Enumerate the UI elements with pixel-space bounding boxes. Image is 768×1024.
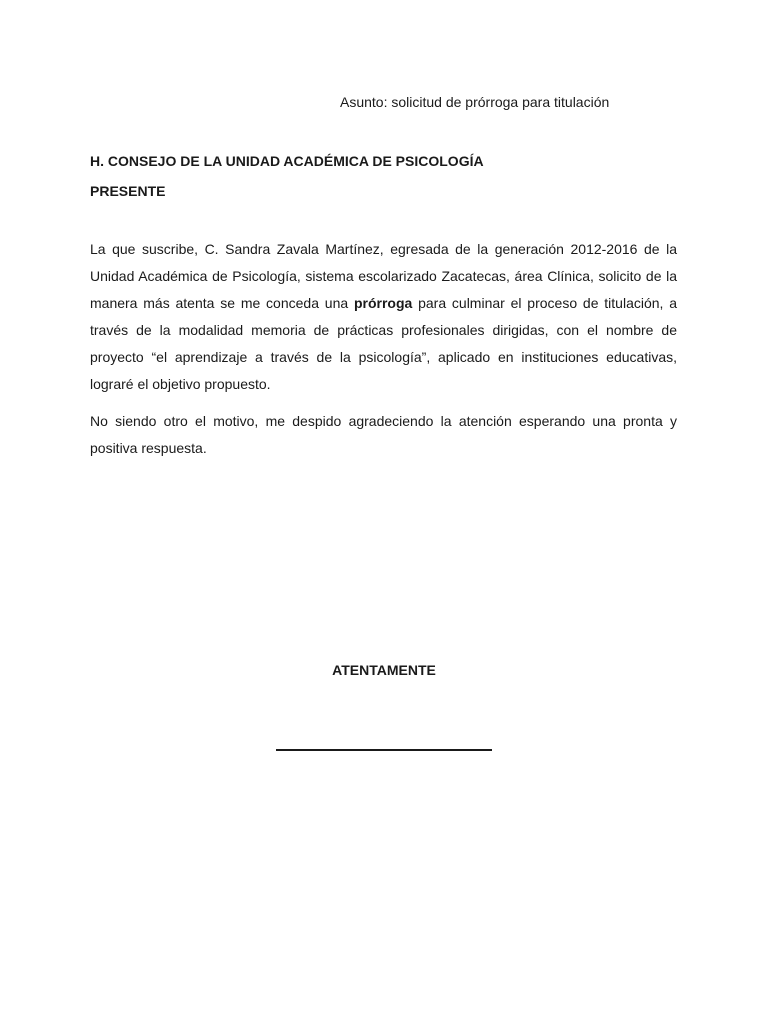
signature-line [276, 749, 492, 751]
letter-subject: Asunto: solicitud de prórroga para titulación [340, 94, 610, 110]
request-paragraph [90, 236, 677, 397]
request-paragraph-end: para culminar el proceso de titulación, a través de la modalidad memoria de prácticas profesionales dirigidas, con el nombre de proyecto “el aprendizaje a través de la psicología”, aplicado en instituciones educativas, lograré el objetivo propuesto. [90, 294, 678, 392]
letter-salutation: PRESENTE [90, 183, 166, 199]
farewell-paragraph: No siendo otro el motivo, me despido agradeciendo la atención esperando una pronta y positiva respuesta. [90, 413, 677, 456]
request-emphasis: prórroga [353, 294, 413, 311]
letter-addressee: H. CONSEJO DE LA UNIDAD ACADÉMICA DE PSICOLOGÍA [90, 153, 484, 169]
letter-closing: ATENTAMENTE [332, 662, 436, 678]
request-paragraph-start: La que suscribe, C. Sandra Zavala Martínez, egresada de la generación 2012-2016 de la Unidad Académica de Psicología, sistema escolarizado Zacatecas, área Clínica, solicito de la manera más atenta se me conceda una [90, 241, 677, 311]
